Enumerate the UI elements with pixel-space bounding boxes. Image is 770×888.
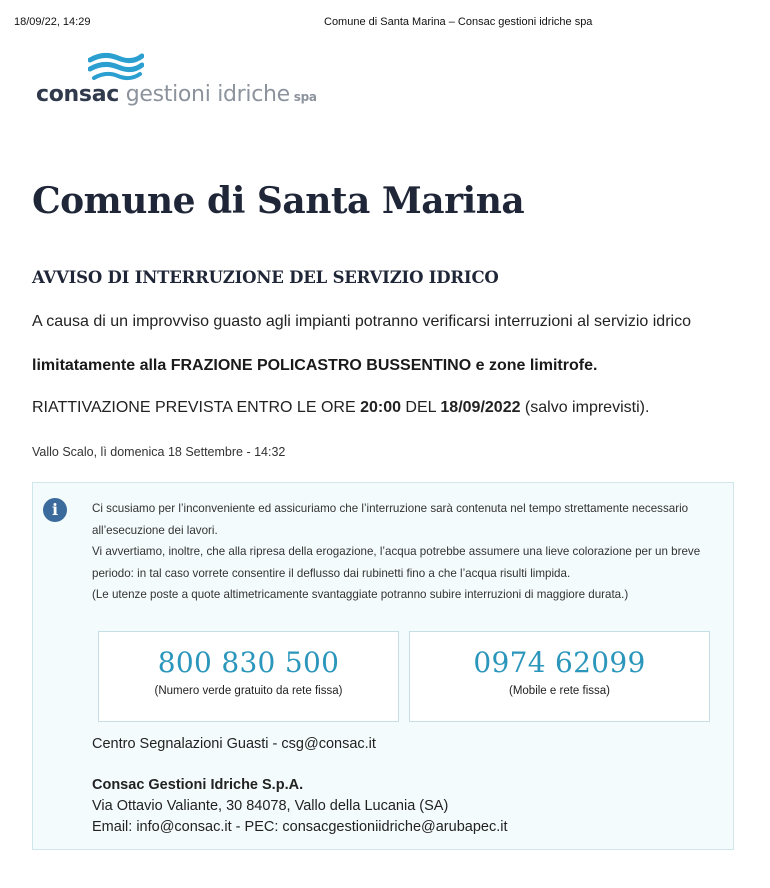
wave-logo-icon [88,52,144,82]
info-icon: i [43,498,67,522]
dateline: Vallo Scalo, lì domenica 18 Settembre - 14:32 [32,445,286,459]
affected-area-paragraph: limitatamente alla FRAZIONE POLICASTRO BUSSENTINO e zone limitrofe. [32,357,598,374]
mobile-number[interactable]: 0974 62099 [473,646,646,679]
reactivation-time: 20:00 [360,399,401,416]
reactivation-paragraph: RIATTIVAZIONE PREVISTA ENTRO LE ORE 20:00 DEL 18/09/2022 (salvo imprevisti). [32,399,650,416]
company-name: Consac Gestioni Idriche S.p.A. [92,777,304,793]
notice-title: AVVISO DI INTERRUZIONE DEL SERVIZIO IDRICO [32,268,499,287]
fault-reporting-center: Centro Segnalazioni Guasti - csg@consac.it [92,736,376,752]
info-text [92,498,722,606]
company-address: Via Ottavio Valiante, 30 84078, Vallo della Lucania (SA) [92,798,449,814]
info-line: all’esecuzione dei lavori. [92,523,218,537]
info-line: (Le utenze poste a quote altimetricamente svantaggiate potranno subire interruzioni di maggiore durata.) [92,588,629,601]
reactivation-date: 18/09/2022 [440,399,521,416]
print-header [14,16,756,30]
page-title: Comune di Santa Marina [32,180,525,222]
mobile-caption: (Mobile e rete fissa) [509,685,610,697]
company-contacts: Email: info@consac.it - PEC: consacgestioniidriche@arubapec.it [92,819,508,835]
logo-wordmark: consac gestioni idriche spa [36,82,317,107]
mobile-phone-box[interactable] [409,631,710,722]
consac-logo[interactable] [36,52,336,112]
toll-free-phone-box[interactable] [98,631,399,722]
info-line: periodo: in tal caso vorrete consentire il deflusso dai rubinetti fino a che l’acqua risulti limpida. [92,566,571,580]
print-date: 18/09/22, 14:29 [14,16,91,28]
info-line: Vi avvertiamo, inoltre, che alla ripresa della erogazione, l’acqua potrebbe assumere una lieve colorazione per un breve [92,545,701,558]
info-box [32,482,734,850]
company-address-block [92,775,508,838]
toll-free-number[interactable]: 800 830 500 [157,646,340,679]
print-page-title: Comune di Santa Marina – Consac gestioni idriche spa [324,16,593,28]
info-line: Ci scusiamo per l’inconveniente ed assicuriamo che l’interruzione sarà contenuta nel tempo strettamente necessario [92,502,689,515]
toll-free-caption: (Numero verde gratuito da rete fissa) [154,685,343,697]
cause-paragraph: A causa di un improvviso guasto agli impianti potranno verificarsi interruzioni al servizio idrico [32,313,691,330]
